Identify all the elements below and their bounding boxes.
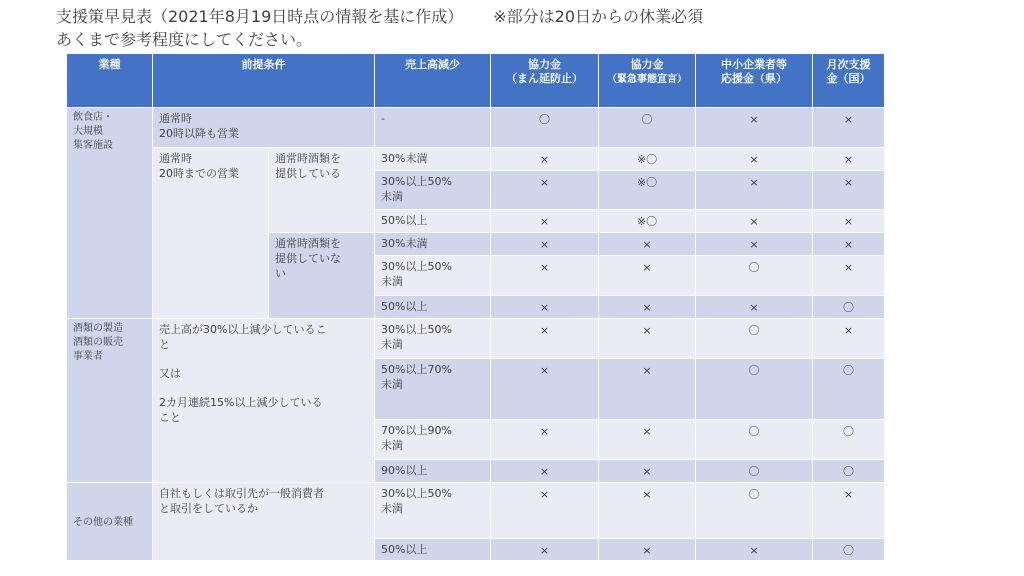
mark-monthly-support: × [813,210,885,233]
mark-coop-emergency: × [599,420,696,460]
header-sales-drop: 売上高減少 [375,54,491,108]
mark-coop-mambo: × [491,359,599,420]
mark-sme-support: × [696,296,813,319]
header-monthly-support: 月次支援 金（国） [813,54,885,108]
reduction-label: 30%以上50% [381,487,452,500]
industry-liquor: 酒類の製造 酒類の販売 事業者 [67,319,153,483]
mark-coop-mambo: × [491,319,599,359]
mark-coop-mambo: × [491,148,599,171]
mark-monthly-support: × [813,171,885,210]
reduction-label: 未満 [381,190,403,203]
header-coop-mambo: 協力金 （まん延防止） [491,54,599,108]
reduction-cell [375,460,491,483]
mark-sme-support: × [696,108,813,148]
reduction-label: 70%以上90% [381,424,452,437]
reduction-cell [375,256,491,296]
mark-sme-support: 〇 [696,460,813,483]
mark-coop-mambo: × [491,210,599,233]
mark-coop-emergency: × [599,539,696,561]
mark-sme-support: 〇 [696,319,813,359]
reduction-cell [375,539,491,561]
reduction-label: - [381,112,385,125]
title-main: 支援策早見表（2021年8月19日時点の情報を基に作成） [56,7,464,26]
mark-monthly-support: 〇 [813,296,885,319]
reduction-label: 50%以上70% [381,363,452,376]
header-coop-emergency: 協力金 （緊急事態宣言） [599,54,696,108]
mark-coop-mambo: × [491,539,599,561]
mark-sme-support: 〇 [696,256,813,296]
mark-sme-support: 〇 [696,483,813,539]
condition-late-open: 通常時 20時以降も営業 [153,108,375,148]
condition-liquor-sales: 売上高が30%以上減少しているこ と 又は 2カ月連続15%以上減少している こと [153,319,375,483]
reduction-label: 未満 [381,439,403,452]
mark-coop-mambo: × [491,483,599,539]
mark-coop-emergency: ※〇 [599,148,696,171]
mark-coop-mambo: × [491,460,599,483]
mark-monthly-support: 〇 [813,359,885,420]
mark-coop-mambo: × [491,296,599,319]
page-subtitle: あくまで参考程度にしてください。 [56,30,313,49]
mark-monthly-support: 〇 [813,539,885,561]
mark-coop-emergency: × [599,359,696,420]
mark-sme-support: × [696,539,813,561]
mark-coop-emergency: × [599,296,696,319]
header-sme-support: 中小企業者等 応援金（県） [696,54,813,108]
reduction-label: 50%以上 [381,543,428,556]
reduction-label: 未満 [381,378,403,391]
mark-coop-emergency: ※〇 [599,171,696,210]
mark-monthly-support: × [813,483,885,539]
reduction-cell [375,296,491,319]
condition-early-close: 通常時 20時までの営業 [153,148,269,319]
condition-no-alcohol: 通常時酒類を 提供していな い [269,233,375,319]
mark-monthly-support: × [813,108,885,148]
industry-other: その他の業種 [67,483,153,561]
mark-sme-support: × [696,210,813,233]
mark-coop-mambo: × [491,233,599,256]
mark-sme-support: × [696,148,813,171]
table-row [67,483,885,539]
mark-monthly-support: × [813,233,885,256]
mark-coop-emergency: × [599,483,696,539]
condition-serve-alcohol: 通常時酒類を 提供している [269,148,375,233]
reduction-label: 50%以上 [381,214,428,227]
reduction-cell [375,420,491,460]
page-title [56,4,703,27]
reduction-label: 30%未満 [381,152,428,165]
reduction-cell [375,483,491,539]
mark-monthly-support: × [813,319,885,359]
mark-sme-support: 〇 [696,359,813,420]
reduction-label: 未満 [381,502,403,515]
reduction-label: 50%以上 [381,300,428,313]
reduction-label: 30%未満 [381,237,428,250]
support-table [66,53,885,561]
mark-coop-emergency: ※〇 [599,210,696,233]
reduction-label: 90%以上 [381,464,428,477]
reduction-label: 30%以上50% [381,175,452,188]
mark-coop-emergency: × [599,256,696,296]
title-note: ※部分は20日からの休業必須 [493,7,704,26]
header-row [67,54,885,108]
reduction-cell [375,359,491,420]
mark-coop-emergency: × [599,460,696,483]
reduction-cell [375,319,491,359]
reduction-label: 30%以上50% [381,323,452,336]
reduction-cell [375,171,491,210]
reduction-cell [375,108,491,148]
mark-sme-support: × [696,171,813,210]
mark-monthly-support: 〇 [813,460,885,483]
reduction-label: 未満 [381,338,403,351]
table-row [67,108,885,148]
header-industry: 業種 [67,54,153,108]
mark-sme-support: 〇 [696,420,813,460]
condition-other-biz: 自社もしくは取引先が一般消費者 と取引をしているか [153,483,375,561]
reduction-cell [375,233,491,256]
mark-coop-mambo: × [491,420,599,460]
table-row [67,148,885,171]
table-row [67,319,885,359]
reduction-label: 30%以上50% [381,260,452,273]
mark-monthly-support: 〇 [813,420,885,460]
mark-coop-mambo: 〇 [491,108,599,148]
mark-coop-mambo: × [491,256,599,296]
reduction-cell [375,210,491,233]
industry-food: 飲食店・ 大規模 集客施設 [67,108,153,319]
mark-monthly-support: × [813,148,885,171]
mark-sme-support: × [696,233,813,256]
mark-coop-emergency: × [599,233,696,256]
reduction-label: 未満 [381,275,403,288]
mark-coop-emergency: 〇 [599,108,696,148]
header-condition: 前提条件 [153,54,375,108]
mark-coop-mambo: × [491,171,599,210]
reduction-cell [375,148,491,171]
mark-monthly-support: × [813,256,885,296]
mark-coop-emergency: × [599,319,696,359]
